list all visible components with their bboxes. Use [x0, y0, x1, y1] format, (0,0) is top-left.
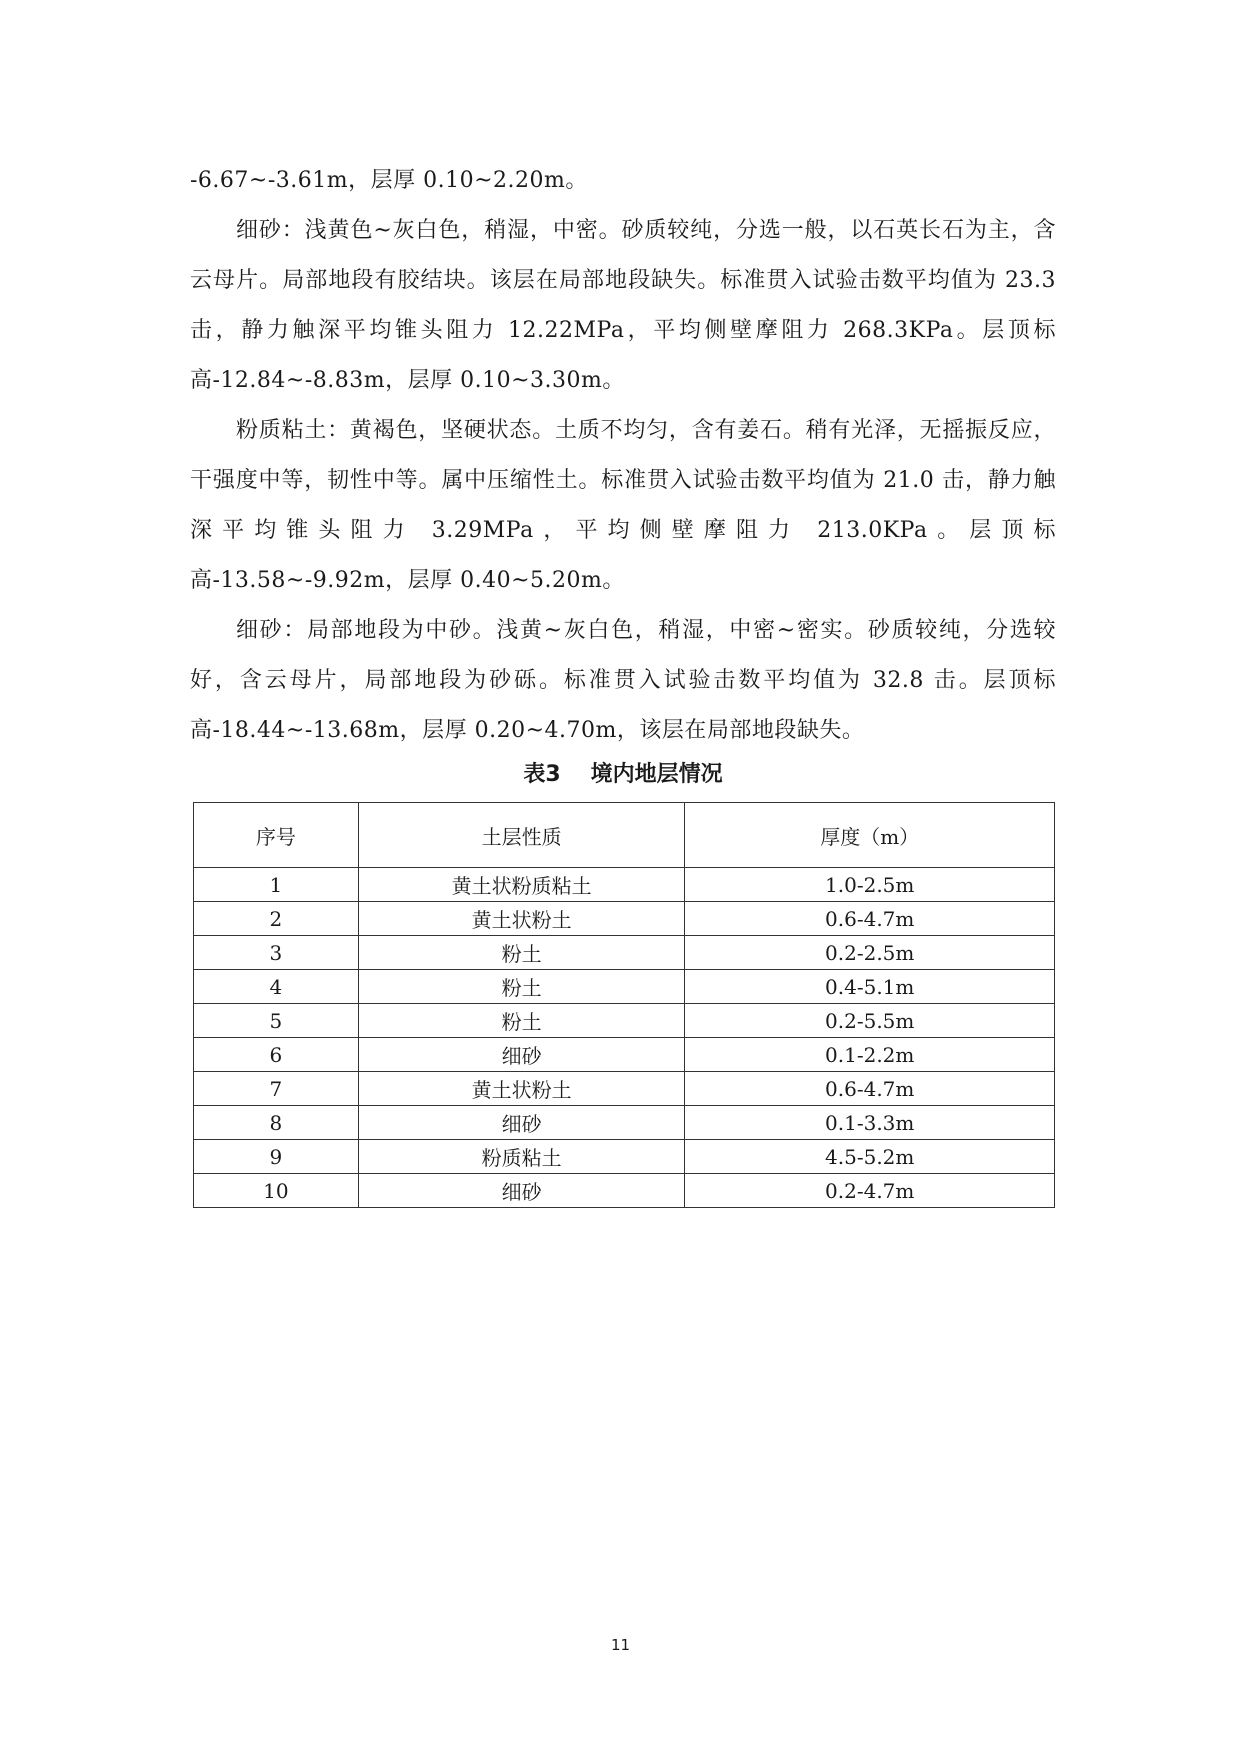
cell-index: 3	[194, 936, 359, 970]
cell-index: 8	[194, 1106, 359, 1140]
cell-soil-type: 黄土状粉土	[358, 1072, 685, 1106]
cell-index: 7	[194, 1072, 359, 1106]
cell-soil-type: 黄土状粉质粘土	[358, 868, 685, 902]
table-row	[194, 1174, 1055, 1208]
cell-index: 10	[194, 1174, 359, 1208]
table-caption-number: 表3	[523, 762, 561, 787]
cell-index: 6	[194, 1038, 359, 1072]
table-row	[194, 1038, 1055, 1072]
header-thickness: 厚度（m）	[685, 803, 1055, 868]
table-header-row	[194, 803, 1055, 868]
cell-thickness: 0.6-4.7m	[685, 1072, 1055, 1106]
cell-soil-type: 粉质粘土	[358, 1140, 685, 1174]
cell-thickness: 0.1-3.3m	[685, 1106, 1055, 1140]
cell-soil-type: 细砂	[358, 1106, 685, 1140]
cell-index: 1	[194, 868, 359, 902]
cell-soil-type: 粉土	[358, 936, 685, 970]
cell-index: 4	[194, 970, 359, 1004]
table-row	[194, 970, 1055, 1004]
header-index: 序号	[194, 803, 359, 868]
table-caption	[190, 760, 1056, 790]
strata-table	[193, 802, 1055, 1208]
cell-thickness: 0.4-5.1m	[685, 970, 1055, 1004]
table-row	[194, 1140, 1055, 1174]
cell-thickness: 0.6-4.7m	[685, 902, 1055, 936]
cell-soil-type: 细砂	[358, 1038, 685, 1072]
table-row	[194, 1004, 1055, 1038]
cell-thickness: 1.0-2.5m	[685, 868, 1055, 902]
cell-index: 9	[194, 1140, 359, 1174]
cell-thickness: 0.1-2.2m	[685, 1038, 1055, 1072]
table-row	[194, 868, 1055, 902]
paragraph-fine-sand-1: 细砂：浅黄色~灰白色，稍湿，中密。砂质较纯，分选一般，以石英长石为主，含云母片。局部地段有胶结块。该层在局部地段缺失。标准贯入试验击数平均值为 23.3 击，静力触深平均锥头阻力 12.22MPa，平均侧壁摩阻力 268.3KPa。层顶标高-12.84~-8.83m，层厚 0.10~3.30m。	[190, 218, 1056, 393]
cell-thickness: 0.2-5.5m	[685, 1004, 1055, 1038]
cell-thickness: 0.2-4.7m	[685, 1174, 1055, 1208]
cell-soil-type: 细砂	[358, 1174, 685, 1208]
cell-soil-type: 黄土状粉土	[358, 902, 685, 936]
paragraph-continuation: -6.67~-3.61m，层厚 0.10~2.20m。	[190, 168, 588, 193]
cell-thickness: 4.5-5.2m	[685, 1140, 1055, 1174]
table-row	[194, 1072, 1055, 1106]
cell-index: 2	[194, 902, 359, 936]
table-caption-title: 境内地层情况	[590, 762, 723, 787]
paragraph-fine-sand-2: 细砂：局部地段为中砂。浅黄~灰白色，稍湿，中密~密实。砂质较纯，分选较好，含云母片，局部地段为砂砾。标准贯入试验击数平均值为 32.8 击。层顶标高-18.44~-13.68m，层厚 0.20~4.70m，该层在局部地段缺失。	[190, 618, 1056, 743]
cell-thickness: 0.2-2.5m	[685, 936, 1055, 970]
cell-soil-type: 粉土	[358, 970, 685, 1004]
header-soil-type: 土层性质	[358, 803, 685, 868]
page-number: 11	[610, 1636, 631, 1654]
table-row	[194, 902, 1055, 936]
table-row	[194, 1106, 1055, 1140]
cell-soil-type: 粉土	[358, 1004, 685, 1038]
body-text	[190, 156, 1056, 756]
table-row	[194, 936, 1055, 970]
cell-index: 5	[194, 1004, 359, 1038]
paragraph-silty-clay: 粉质粘土：黄褐色，坚硬状态。土质不均匀，含有姜石。稍有光泽，无摇振反应，干强度中等，韧性中等。属中压缩性土。标准贯入试验击数平均值为 21.0 击，静力触深平均锥头阻力 3.29MPa，平均侧壁摩阻力 213.0KPa。层顶标高-13.58~-9.92m，层厚 0.40~5.20m。	[190, 418, 1056, 593]
